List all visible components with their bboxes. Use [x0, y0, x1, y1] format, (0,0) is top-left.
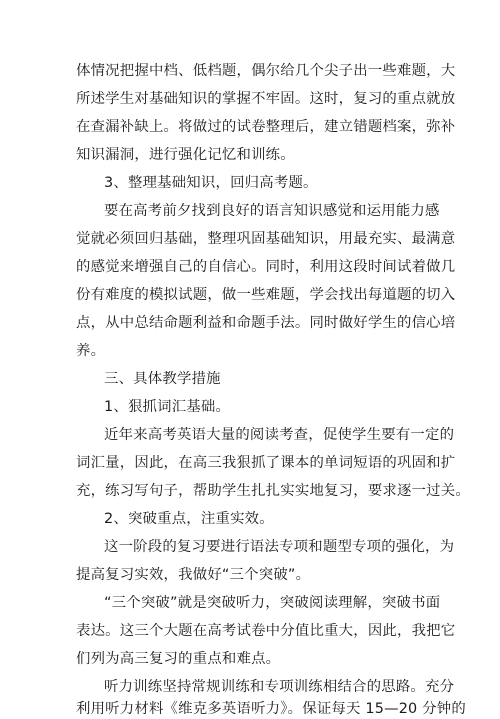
body-text-line: 所述学生对基础知识的掌握不牢固。这时，复习的重点就放 [76, 91, 456, 107]
body-text-line: 充，练习写句子，帮助学生扎扎实实地复习，要求逐一过关。 [76, 483, 470, 499]
paragraph-first-line: 这一阶段的复习要进行语法专项和题型专项的强化，为 [104, 539, 455, 555]
body-text-line: 在查漏补缺上。将做过的试卷整理后，建立错题档案，弥补 [76, 119, 456, 135]
section-heading: 1、狠抓词汇基础。 [104, 399, 231, 415]
body-text-line: 觉就必须回归基础，整理巩固基础知识，用最充实、最满意 [76, 231, 456, 247]
paragraph-first-line: 要在高考前夕找到良好的语言知识感觉和运用能力感 [104, 203, 440, 219]
body-text-line: 提高复习实效，我做好“三个突破”。 [76, 567, 311, 583]
paragraph-first-line: 听力训练坚持常规训练和专项训练相结合的思路。充分 [104, 679, 455, 695]
body-text-line: 词汇量，因此，在高三我狠抓了课本的单词短语的巩固和扩 [76, 455, 456, 471]
paragraph-first-line: “三个突破”就是突破听力，突破阅读理解，突破书面 [104, 595, 441, 611]
body-text-line: 们列为高三复习的重点和难点。 [76, 651, 281, 667]
body-text-line: 知识漏洞，进行强化记忆和训练。 [76, 147, 295, 163]
body-text-line: 点，从中总结命题利益和命题手法。同时做好学生的信心培 [76, 315, 456, 331]
body-text-line: 利用听力材料《维克多英语听力》。保证每天 15—20 分钟的 [76, 701, 466, 717]
body-text-line: 体情况把握中档、低档题，偶尔给几个尖子出一些难题，大 [76, 63, 456, 79]
body-text-line: 份有难度的模拟试题，做一些难题，学会找出每道题的切入 [76, 287, 456, 303]
body-text-line: 养。 [76, 343, 106, 359]
paragraph-first-line: 近年来高考英语大量的阅读考查，促使学生要有一定的 [104, 427, 455, 443]
section-heading: 3、整理基础知识，回归高考题。 [104, 175, 318, 191]
section-heading: 三、具体教学措施 [104, 371, 221, 387]
body-text-line: 表达。这三个大题在高考试卷中分值比重大，因此，我把它 [76, 623, 456, 639]
section-heading: 2、突破重点，注重实效。 [104, 511, 274, 527]
body-text-line: 的感觉来增强自己的自信心。同时，利用这段时间试着做几 [76, 259, 456, 275]
